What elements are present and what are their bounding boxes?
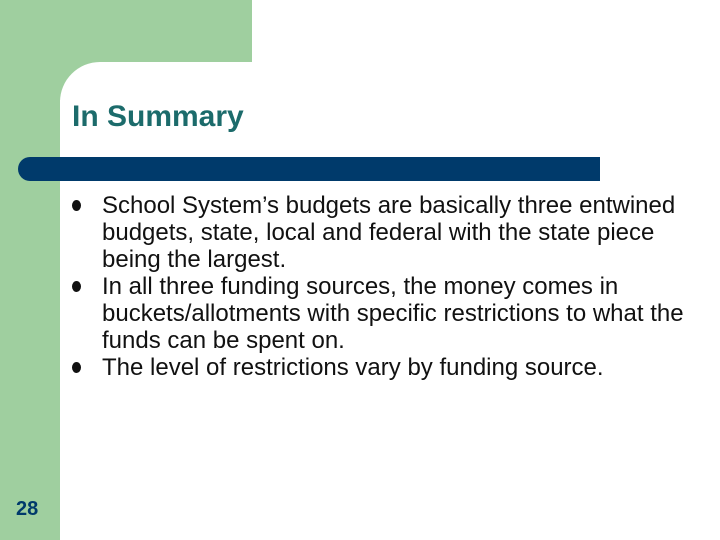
bullet-text: School System’s budgets are basically three entwined budgets, state, local and federal with the state piece being the largest. <box>102 192 676 273</box>
bullet-icon <box>72 362 81 373</box>
bullet-icon <box>72 200 81 211</box>
bullet-text: The level of restrictions vary by funding source. <box>102 354 604 381</box>
bullet-list <box>72 192 692 381</box>
slide-title: In Summary <box>72 100 244 133</box>
slide-number: 28 <box>16 498 39 520</box>
bullet-item <box>72 273 692 354</box>
bullet-item <box>72 192 692 273</box>
bullet-item <box>72 354 692 381</box>
bullet-text: In all three funding sources, the money comes in buckets/allotments with specific restrictions to what the funds can be spent on. <box>102 273 684 354</box>
title-underline-bar <box>18 157 600 181</box>
bullet-icon <box>72 281 81 292</box>
